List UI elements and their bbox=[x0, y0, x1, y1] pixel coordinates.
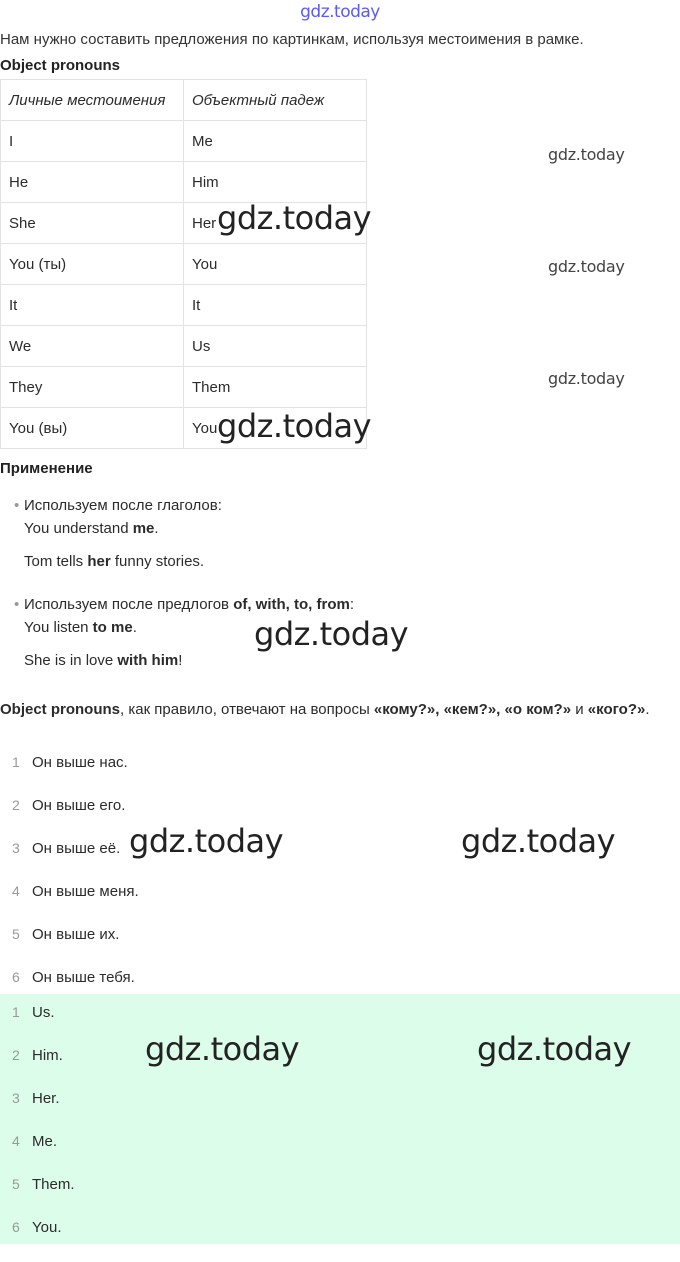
watermark: gdz.today bbox=[254, 615, 409, 653]
table-cell: I bbox=[1, 121, 184, 162]
table-row bbox=[1, 285, 367, 326]
example-line: She is in love with him! bbox=[24, 652, 183, 669]
example-line: You listen to me. bbox=[24, 619, 137, 636]
intro-text: Нам нужно составить предложения по картинкам, используя местоимения в рамке. bbox=[0, 31, 584, 48]
table-header: Личные местоимения bbox=[1, 80, 184, 121]
table-cell: You bbox=[184, 408, 367, 449]
answers-block: 1 Us. 2 Him. 3 Her. 4 Me. 5 Them. 6 You. gdz.today gdz.today bbox=[0, 994, 680, 1244]
watermark-top: gdz.today bbox=[300, 2, 380, 22]
example-line: You understand me. bbox=[24, 520, 159, 537]
table-header-row bbox=[1, 80, 367, 121]
table-header: Объектный падеж bbox=[184, 80, 367, 121]
table-row bbox=[1, 326, 367, 367]
watermark: gdz.today bbox=[129, 822, 284, 860]
watermark: gdz.today bbox=[477, 1030, 632, 1068]
watermark: gdz.today bbox=[217, 199, 372, 237]
table-cell: It bbox=[184, 285, 367, 326]
table-cell: You (вы) bbox=[1, 408, 184, 449]
pronoun-table bbox=[0, 79, 367, 449]
usage-text: Используем после глаголов: bbox=[24, 497, 222, 514]
table-row bbox=[1, 367, 367, 408]
table-cell: You (ты) bbox=[1, 244, 184, 285]
table-cell: We bbox=[1, 326, 184, 367]
bullet-dot: • bbox=[14, 497, 20, 514]
table-row bbox=[1, 121, 367, 162]
watermark: gdz.today bbox=[461, 822, 616, 860]
watermark: gdz.today bbox=[548, 257, 625, 276]
watermark: gdz.today bbox=[217, 407, 372, 445]
example-line: Tom tells her funny stories. bbox=[24, 553, 205, 570]
heading-object-pronouns: Object pronouns bbox=[0, 57, 120, 74]
table-cell: Him bbox=[184, 162, 367, 203]
table-cell: You bbox=[184, 244, 367, 285]
table-cell: He bbox=[1, 162, 184, 203]
watermark: gdz.today bbox=[548, 145, 625, 164]
rule-text: Object pronouns, как правило, отвечают на вопросы «кому?», «кем?», «о ком?» и «кого?». bbox=[0, 701, 650, 718]
table-cell: Us bbox=[184, 326, 367, 367]
table-cell: Me bbox=[184, 121, 367, 162]
table-row bbox=[1, 244, 367, 285]
table-cell: They bbox=[1, 367, 184, 408]
watermark: gdz.today bbox=[548, 369, 625, 388]
table-row bbox=[1, 162, 367, 203]
table-cell: Them bbox=[184, 367, 367, 408]
watermark: gdz.today bbox=[145, 1030, 300, 1068]
table-cell: She bbox=[1, 203, 184, 244]
table-cell: It bbox=[1, 285, 184, 326]
usage-text: Используем после предлогов of, with, to, from: bbox=[24, 596, 355, 613]
bullet-dot: • bbox=[14, 596, 20, 613]
table-cell: Her bbox=[184, 203, 367, 244]
heading-usage: Применение bbox=[0, 460, 93, 477]
